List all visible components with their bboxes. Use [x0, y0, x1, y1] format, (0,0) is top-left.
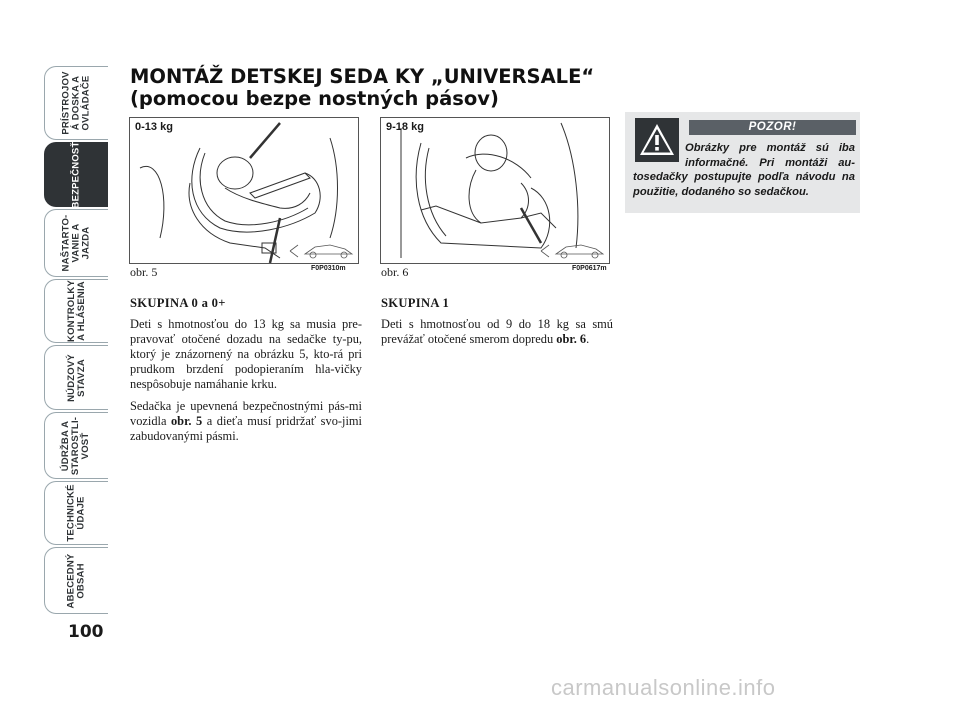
text: a dieťa musí pridržať svo-jimi zabudovanými pásmi. [130, 414, 362, 443]
title-line-2: (pomocou bezpe nostných pásov) [130, 87, 499, 110]
figure-weight-label: 9-18 kg [386, 121, 424, 133]
tab-nastartovanie[interactable] [44, 209, 108, 277]
title-line-1: MONTÁŽ DETSKEJ SEDA KY „UNIVERSALE“ [130, 65, 595, 88]
warning-text: Obrázky pre montáž sú iba informačné. Pri montáži au-tosedačky postupujte podľa návodu na použitie, dodaného so sedačkou. [633, 142, 855, 198]
tab-label: NÚDZOVÝ STAVZA [65, 353, 87, 402]
tab-bezpecnost[interactable] [44, 142, 108, 207]
forward-facing-seat-illustration [381, 118, 610, 264]
figure-weight-label: 0-13 kg [135, 121, 173, 133]
tab-label: NAŠTARTO- VANIE A JAZDA [60, 214, 92, 272]
figure-reference: obr. 5 [170, 414, 203, 428]
figure-reference: obr. 6 [556, 332, 587, 346]
paragraph [130, 399, 362, 444]
text: . [586, 332, 590, 346]
section-heading: SKUPINA 1 [381, 296, 450, 310]
figure-caption: obr. 5 [130, 265, 158, 279]
tab-nudzovy-stav[interactable] [44, 345, 108, 410]
tab-pristrojova-doska[interactable] [44, 66, 108, 140]
paragraph: Deti s hmotnosťou do 13 kg sa musia pre-pravovať otočené dozadu na sedačke ty-pu, ktorý je znázornený na obrázku 5, kto-rá pri prudkom brzdení podopieraním hla-vičky nespôsobuje namáhanie krku. [130, 317, 362, 391]
tab-label: ÚDRŽBA A STAROSTLI- VOSŤ [60, 416, 92, 475]
section-skupina-0 [130, 296, 362, 451]
tab-label: BEZPEČNOSŤ [70, 141, 82, 208]
tab-label: TECHNICKÉ ÚDAJE [65, 484, 87, 542]
figure-5 [129, 117, 359, 264]
section-skupina-1 [381, 296, 613, 354]
tab-abecedny-obsah[interactable] [44, 547, 108, 614]
tab-label: PRÍSTROJOV Á DOSKA A OVLÁDAČE [60, 71, 92, 135]
tab-udrzba[interactable] [44, 412, 108, 479]
watermark: carmanualsonline.info [551, 675, 776, 700]
paragraph [381, 317, 613, 347]
warning-badge: POZOR! [689, 120, 856, 135]
figure-code: F0P0617m [572, 265, 607, 272]
tab-label: ABECEDNÝ OBSAH [65, 553, 87, 608]
tab-label: KONTROLKY A HLÁSENIA [65, 280, 87, 342]
figure-caption: obr. 6 [381, 265, 409, 279]
warning-box [625, 112, 860, 213]
rear-facing-seat-illustration [130, 118, 359, 264]
section-heading: SKUPINA 0 a 0+ [130, 296, 226, 310]
tab-technicke-udaje[interactable] [44, 481, 108, 545]
page-number: 100 [68, 622, 104, 642]
text: Deti s hmotnosťou od 9 do 18 kg sa smú prevážať otočené smerom dopredu [381, 317, 613, 346]
tab-kontrolky[interactable] [44, 279, 108, 343]
page-title [130, 66, 594, 110]
figure-code: F0P0310m [311, 265, 346, 272]
figure-6 [380, 117, 610, 264]
text: Sedačka je upevnená bezpečnostnými pás-mi vozidla [130, 399, 362, 428]
